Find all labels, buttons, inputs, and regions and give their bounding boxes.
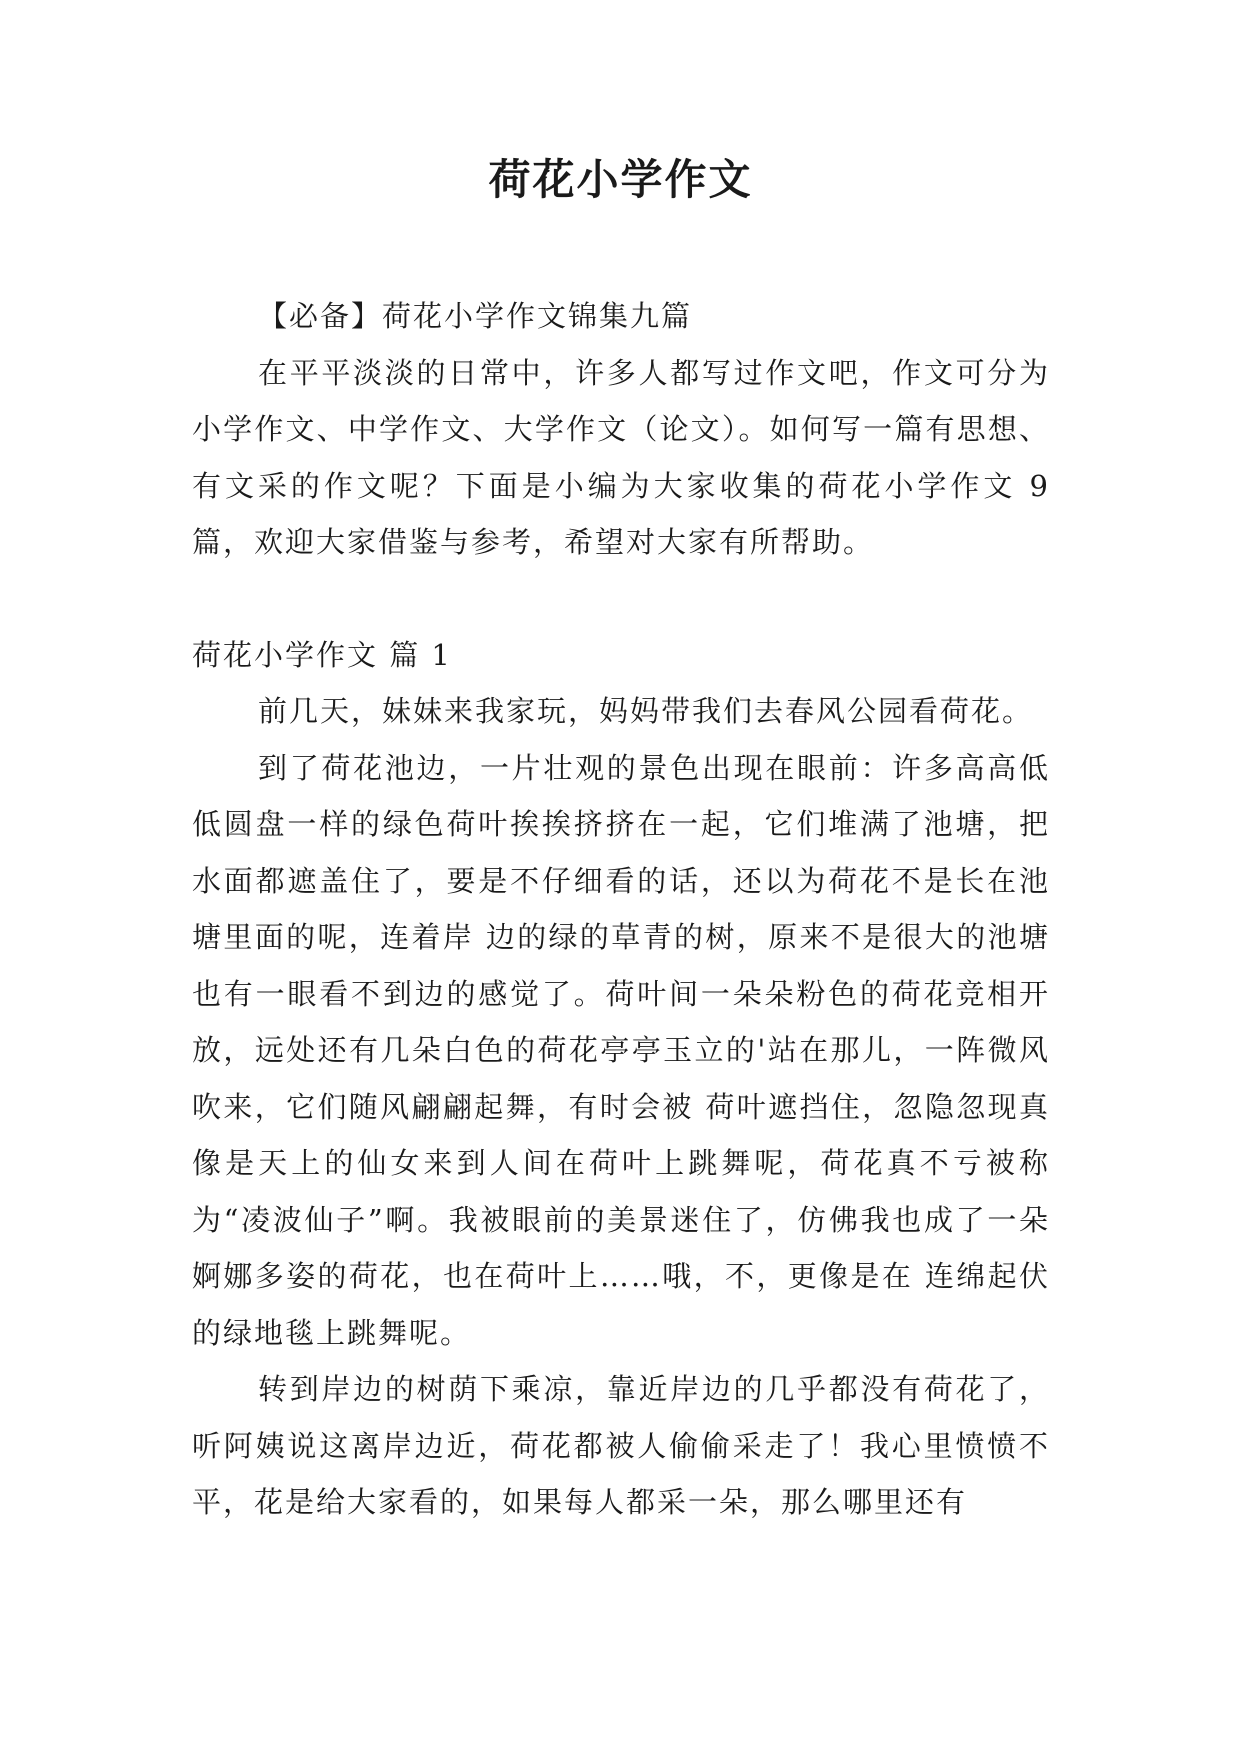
intro-paragraph: 在平平淡淡的日常中，许多人都写过作文吧，作文可分为小学作文、中学作文、大学作文（论文）。如何写一篇有思想、有文采的作文呢？下面是小编为大家收集的荷花小学作文 9 篇，欢迎大家借鉴与参考，希望对大家有所帮助。	[192, 355, 1050, 559]
document-body	[192, 288, 1050, 1531]
intro-heading: 【必备】荷花小学作文锦集九篇	[258, 299, 693, 333]
body-paragraph: 转到岸边的树荫下乘凉，靠近岸边的几乎都没有荷花了，听阿姨说这离岸边近，荷花都被人偷偷采走了！我心里愤愤不平，花是给大家看的，如果每人都采一朵，那么哪里还有	[192, 1372, 1050, 1519]
body-paragraph: 到了荷花池边，一片壮观的景色出现在眼前：许多高高低低圆盘一样的绿色荷叶挨挨挤挤在一起，它们堆满了池塘，把水面都遮盖住了，要是不仔细看的话，还以为荷花不是长在池塘里面的呢，连着岸 边的绿的草青的树，原来不是很大的池塘也有一眼看不到边的感觉了。荷叶间一朵朵粉色的荷花竞相开放，远处还有几朵白色的荷花亭亭玉立的'站在那儿，一阵微风吹来，它们随风翩翩起舞，有时会被 荷叶遮挡住，忽隐忽现真像是天上的仙女来到人间在荷叶上跳舞呢，荷花真不亏被称为“凌波仙子”啊。我被眼前的美景迷住了，仿佛我也成了一朵婀娜多姿的荷花，也在荷叶上……哦，不，更像是在 连绵起伏的绿地毯上跳舞呢。	[192, 750, 1050, 1350]
section-heading: 荷花小学作文 篇 1	[192, 637, 452, 672]
document-title: 荷花小学作文	[488, 155, 753, 204]
body-paragraph: 前几天，妹妹来我家玩，妈妈带我们去春风公园看荷花。	[258, 694, 1034, 728]
